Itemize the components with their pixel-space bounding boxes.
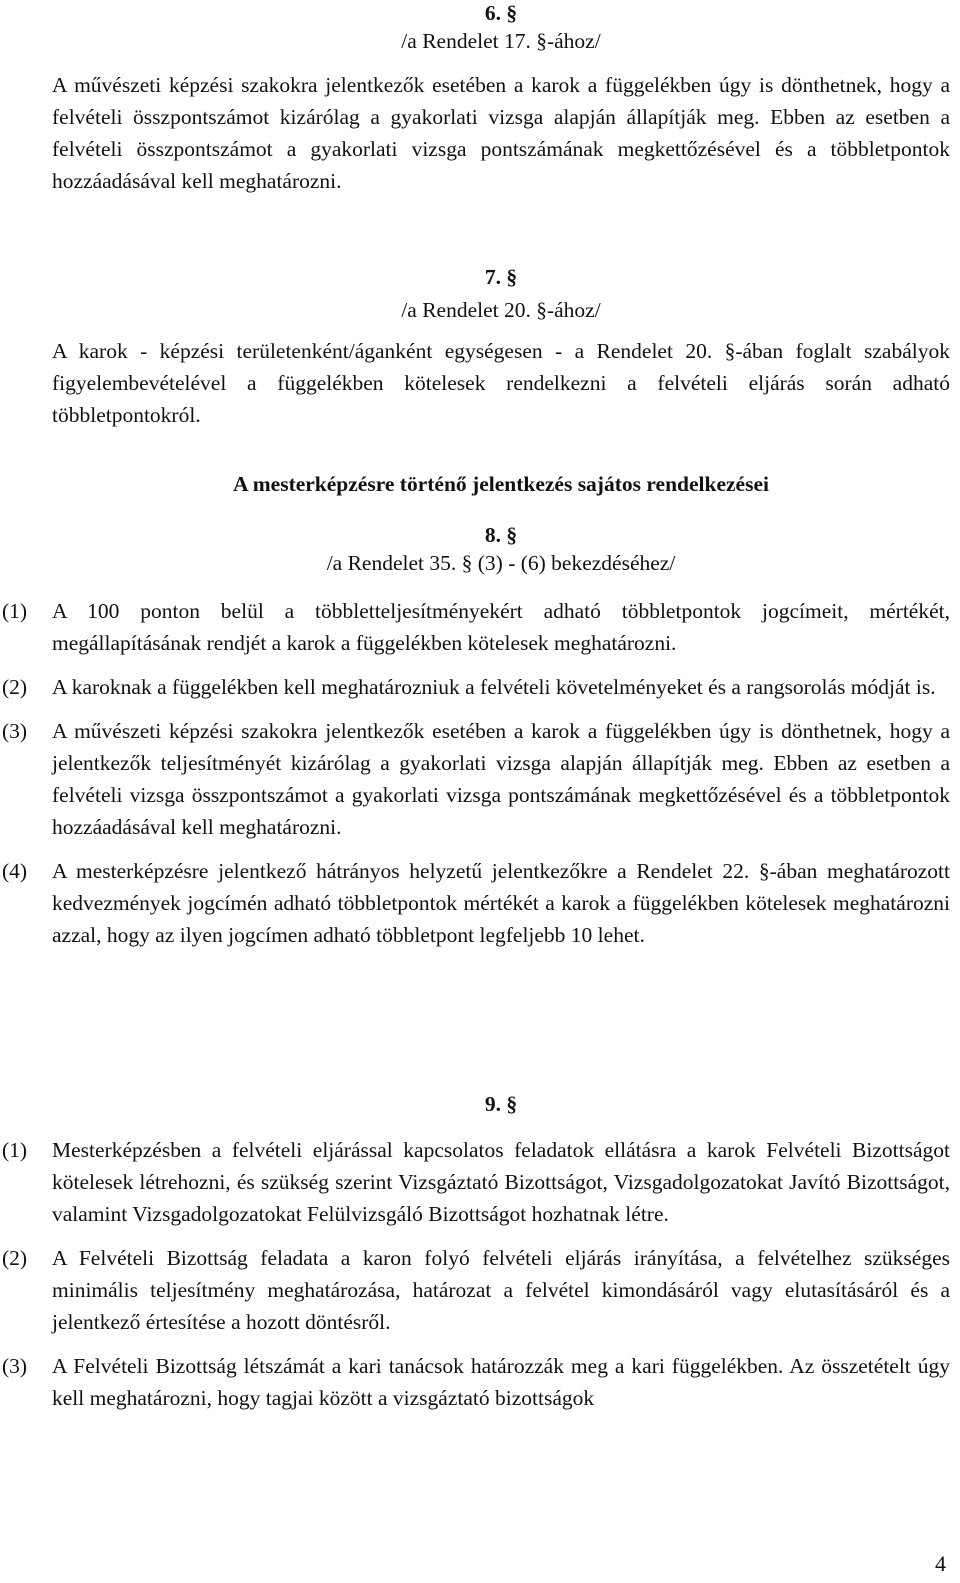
list-item [2, 1134, 950, 1230]
item-text: A karoknak a függelékben kell meghatározniuk a felvételi követelményeket és a rangsorolás módját is. [52, 675, 936, 699]
item-number: (1) [2, 599, 28, 623]
list-item [2, 671, 950, 703]
section-9 [2, 1089, 950, 1414]
item-text: A Felvételi Bizottság létszámát a kari tanácsok határozzák meg a kari függelékben. Az összetételt úgy kell meghatározni, hogy tagjai között a vizsgáztató bizottságok [52, 1354, 950, 1410]
item-text: A Felvételi Bizottság feladata a karon folyó felvételi eljárás irányítása, a felvételhez szükséges minimális teljesítmény meghatározása, határozat a felvétel kimondásáról vagy elutasításáról és a jelentkező értesítése a hozott döntésről. [52, 1246, 950, 1334]
item-number: (2) [2, 1246, 28, 1270]
list-item [2, 855, 950, 951]
item-text: A 100 ponton belül a többletteljesítményekért adható többletpontok jogcímeit, mértékét, megállapításának rendjét a karok a függelékben kötelesek meghatározni. [52, 599, 950, 655]
section-heading: 7. § [484, 265, 518, 289]
section-reference: /a Rendelet 20. §-ához/ [401, 298, 601, 322]
item-text: A művészeti képzési szakokra jelentkezők esetében a karok a függelékben úgy is dönthetnek, hogy a jelentkezők teljesítményét kizárólag a gyakorlati vizsga alapján állapítják meg. Ebben az esetben a felvételi vizsga összpontszámot a gyakorlati vizsga pontszámának megkettőzésével és a többletpontok hozzáadásával kell meghatározni. [52, 719, 950, 839]
item-number: (3) [2, 719, 28, 743]
list-item [2, 1242, 950, 1338]
list-item [2, 595, 950, 659]
section-paragraph: A művészeti képzési szakokra jelentkezők esetében a karok a függelékben úgy is dönthetnek, hogy a felvételi összpontszámot kizárólag a gyakorlati vizsga alapján állapítják meg. Ebben az esetben a felvételi összpontszámot a gyakorlati vizsga pontszámának megkettőzésével és a többletpontok hozzáadásával kell meghatározni. [52, 73, 950, 193]
chapter-title: A mesterképzésre történő jelentkezés sajátos rendelkezései [233, 472, 769, 496]
item-number: (1) [2, 1138, 28, 1162]
item-number: (2) [2, 675, 28, 699]
item-number: (3) [2, 1354, 28, 1378]
list-item [2, 715, 950, 843]
item-number: (4) [2, 859, 28, 883]
section-paragraph: A karok - képzési területenként/áganként egységesen - a Rendelet 20. §-ában foglalt szabályok figyelembevételével a függelékben kötelesek rendelkezni a felvételi eljárás során adható többletpontokról. [52, 339, 950, 427]
section-6 [52, 0, 950, 197]
section-8 [2, 520, 950, 951]
section-7 [52, 262, 950, 431]
section-reference: /a Rendelet 17. §-ához/ [401, 29, 601, 53]
section-reference: /a Rendelet 35. § (3) - (6) bekezdéséhez/ [326, 551, 676, 575]
item-text: Mesterképzésben a felvételi eljárással kapcsolatos feladatok ellátásra a karok Felvételi Bizottságot kötelesek létrehozni, és szükség szerint Vizsgáztató Bizottságot, Vizsgadolgozatokat Javító Bizottságot, valamint Vizsgadolgozatokat Felülvizsgáló Bizottságot hozhatnak létre. [52, 1138, 950, 1226]
section-heading: 9. § [484, 1092, 518, 1116]
section-heading: 8. § [484, 523, 518, 547]
section-heading: 6. § [484, 1, 518, 25]
item-text: A mesterképzésre jelentkező hátrányos helyzetű jelentkezőkre a Rendelet 22. §-ában meghatározott kedvezmények jogcímén adható többletpontok mértékét a karok a függelékben kötelesek meghatározni azzal, hogy az ilyen jogcímen adható többletpont legfeljebb 10 lehet. [52, 859, 950, 947]
list-item [2, 1350, 950, 1414]
page-number: 4 [935, 1551, 946, 1576]
